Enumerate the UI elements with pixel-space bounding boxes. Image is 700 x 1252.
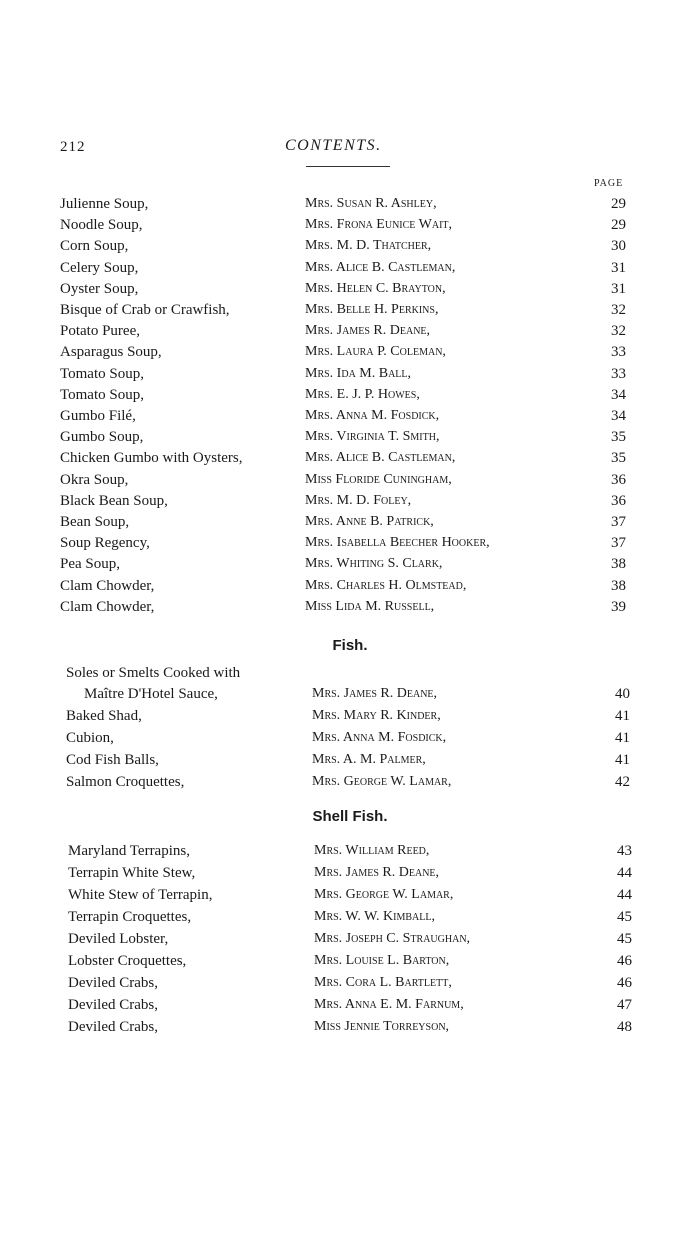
contributor-name: Mrs. James R. Deane, [314,865,440,880]
table-row [0,928,700,950]
table-row [0,705,700,727]
page-column-label: PAGE [594,178,624,189]
dish-name: Tomato Soup, [60,386,144,403]
page-reference: 43 [617,843,632,859]
fish-heading: Fish. [332,637,368,654]
page-reference: 41 [615,752,630,768]
dish-name: Deviled Crabs, [68,1019,158,1035]
page-reference: 34 [611,408,626,424]
page-reference: 46 [617,975,632,991]
table-row [0,575,700,597]
fish-first-line-row [0,662,700,684]
contributor-name: Mrs. Helen C. Brayton, [305,280,446,296]
page-reference: 29 [611,217,626,234]
page-reference: 41 [615,730,630,746]
table-row [0,278,700,300]
contributor-name: Miss Lida M. Russell, [305,598,435,614]
table-row [0,553,700,575]
dish-name: Asparagus Soup, [60,344,162,361]
page-reference: 37 [611,514,626,530]
contributor-name: Mrs. M. D. Thatcher, [305,238,432,254]
contributor-name: Mrs. Alice B. Castleman, [305,259,456,275]
table-row [0,214,700,236]
contributor-name: Mrs. W. W. Kimball, [314,909,435,924]
page-reference: 48 [617,1019,632,1035]
dish-name: Corn Soup, [60,238,129,255]
table-row [0,235,700,257]
page-number: 212 [60,139,86,155]
dish-name: Tomato Soup, [60,365,144,382]
page-reference: 47 [617,997,632,1013]
contributor-name: Mrs. Cora L. Bartlett, [314,975,452,990]
page-reference: 35 [611,450,626,467]
page-reference: 39 [611,598,626,615]
running-title: CONTENTS. [285,137,382,154]
dish-name: Baked Shad, [66,708,142,724]
table-row [0,906,700,928]
table-row [0,511,700,533]
page-reference: 31 [611,280,626,297]
table-row [0,405,700,427]
table-row [0,299,700,321]
page-reference: 41 [615,708,630,724]
table-row [0,426,700,448]
contributor-name: Mrs. James R. Deane, [305,323,431,339]
table-row [0,363,700,385]
dish-name: White Stew of Terrapin, [68,887,213,903]
page-reference: 37 [611,535,626,552]
dish-name: Soup Regency, [60,535,150,552]
dish-name: Terrapin Croquettes, [68,909,192,925]
page-reference: 33 [611,344,626,361]
dish-name: Black Bean Soup, [60,492,168,509]
table-row [0,884,700,906]
contributor-name: Mrs. M. D. Foley, [305,492,412,508]
dish-name: Julienne Soup, [60,196,149,212]
table-row [0,447,700,469]
dish-name: Noodle Soup, [60,217,143,234]
table-row [0,840,700,862]
contributor-name: Mrs. Laura P. Coleman, [305,344,446,360]
table-row [0,862,700,884]
dish-name: Deviled Lobster, [68,931,169,947]
page-reference: 34 [611,386,626,403]
table-row [0,596,700,618]
dish-name: Cubion, [66,730,114,746]
table-row [0,490,700,512]
contributor-name: Mrs. George W. Lamar, [312,774,452,789]
dish-name: Terrapin White Stew, [68,865,196,881]
table-row [0,469,700,491]
page-reference: 45 [617,909,632,925]
page-reference: 46 [617,953,632,969]
contributor-name: Mrs. Frona Eunice Wait, [305,217,453,233]
contributor-name: Mrs. William Reed, [314,843,430,858]
table-row [0,771,700,793]
table-row [0,683,700,705]
dish-name: Potato Puree, [60,323,140,340]
table-row [0,320,700,342]
table-row [0,384,700,406]
table-row [0,950,700,972]
title-rule [306,166,390,167]
dish-name: Gumbo Filé, [60,408,136,424]
contributor-name: Miss Floride Cuningham, [305,471,452,487]
table-row [0,341,700,363]
contributor-name: Mrs. Virginia T. Smith, [305,429,440,445]
fish-first-line: Soles or Smelts Cooked with [66,665,241,681]
table-row [0,749,700,771]
page-reference: 38 [611,577,626,594]
contributor-name: Mrs. Isabella Beecher Hooker, [305,535,490,551]
page-reference: 29 [611,196,626,212]
contributor-name: Mrs. Whiting S. Clark, [305,556,443,572]
page-reference: 36 [611,492,626,509]
dish-name: Maître D'Hotel Sauce, [84,686,218,702]
table-row [0,1016,700,1038]
dish-name: Maryland Terrapins, [68,843,190,859]
contributor-name: Mrs. James R. Deane, [312,686,438,701]
page-reference: 44 [617,887,632,903]
dish-name: Clam Chowder, [60,577,155,594]
table-row [0,257,700,279]
contributor-name: Miss Jennie Torreyson, [314,1019,450,1034]
dish-name: Okra Soup, [60,471,129,488]
dish-name: Bean Soup, [60,514,130,530]
contributor-name: Mrs. Louise L. Barton, [314,953,450,968]
page-reference: 45 [617,931,632,947]
contributor-name: Mrs. Joseph C. Straughan, [314,931,471,946]
contributor-name: Mrs. Anne B. Patrick, [305,514,434,529]
page-reference: 30 [611,238,626,255]
dish-name: Pea Soup, [60,556,120,573]
dish-name: Deviled Crabs, [68,975,158,991]
page-reference: 32 [611,323,626,340]
page-reference: 40 [615,686,630,702]
contributor-name: Mrs. Belle H. Perkins, [305,302,439,317]
dish-name: Celery Soup, [60,259,139,276]
contributor-name: Mrs. Anna E. M. Farnum, [314,997,464,1012]
page-reference: 33 [611,365,626,382]
dish-name: Gumbo Soup, [60,429,144,446]
table-row [0,727,700,749]
contributor-name: Mrs. Susan R. Ashley, [305,196,437,211]
page-reference: 31 [611,259,626,276]
contributor-name: Mrs. E. J. P. Howes, [305,386,420,402]
page-reference: 35 [611,429,626,446]
contributor-name: Mrs. Ida M. Ball, [305,365,412,381]
dish-name: Clam Chowder, [60,598,155,615]
page-reference: 44 [617,865,632,881]
page-reference: 36 [611,471,626,488]
shell-fish-heading: Shell Fish. [312,808,388,825]
table-row [0,193,700,215]
dish-name: Chicken Gumbo with Oysters, [60,450,243,467]
page-reference: 32 [611,302,626,318]
contributor-name: Mrs. Mary R. Kinder, [312,708,441,723]
dish-name: Cod Fish Balls, [66,752,159,768]
contributor-name: Mrs. Anna M. Fosdick, [305,408,440,423]
contributor-name: Mrs. Anna M. Fosdick, [312,730,447,745]
contributor-name: Mrs. George W. Lamar, [314,887,454,902]
contributor-name: Mrs. Charles H. Olmstead, [305,577,467,593]
dish-name: Deviled Crabs, [68,997,158,1013]
table-row [0,994,700,1016]
dish-name: Bisque of Crab or Crawfish, [60,302,230,318]
page-reference: 38 [611,556,626,573]
table-row [0,972,700,994]
table-row [0,532,700,554]
dish-name: Salmon Croquettes, [66,774,185,790]
contributor-name: Mrs. A. M. Palmer, [312,752,426,767]
contributor-name: Mrs. Alice B. Castleman, [305,450,456,466]
dish-name: Oyster Soup, [60,280,139,297]
page-reference: 42 [615,774,630,790]
dish-name: Lobster Croquettes, [68,953,187,969]
